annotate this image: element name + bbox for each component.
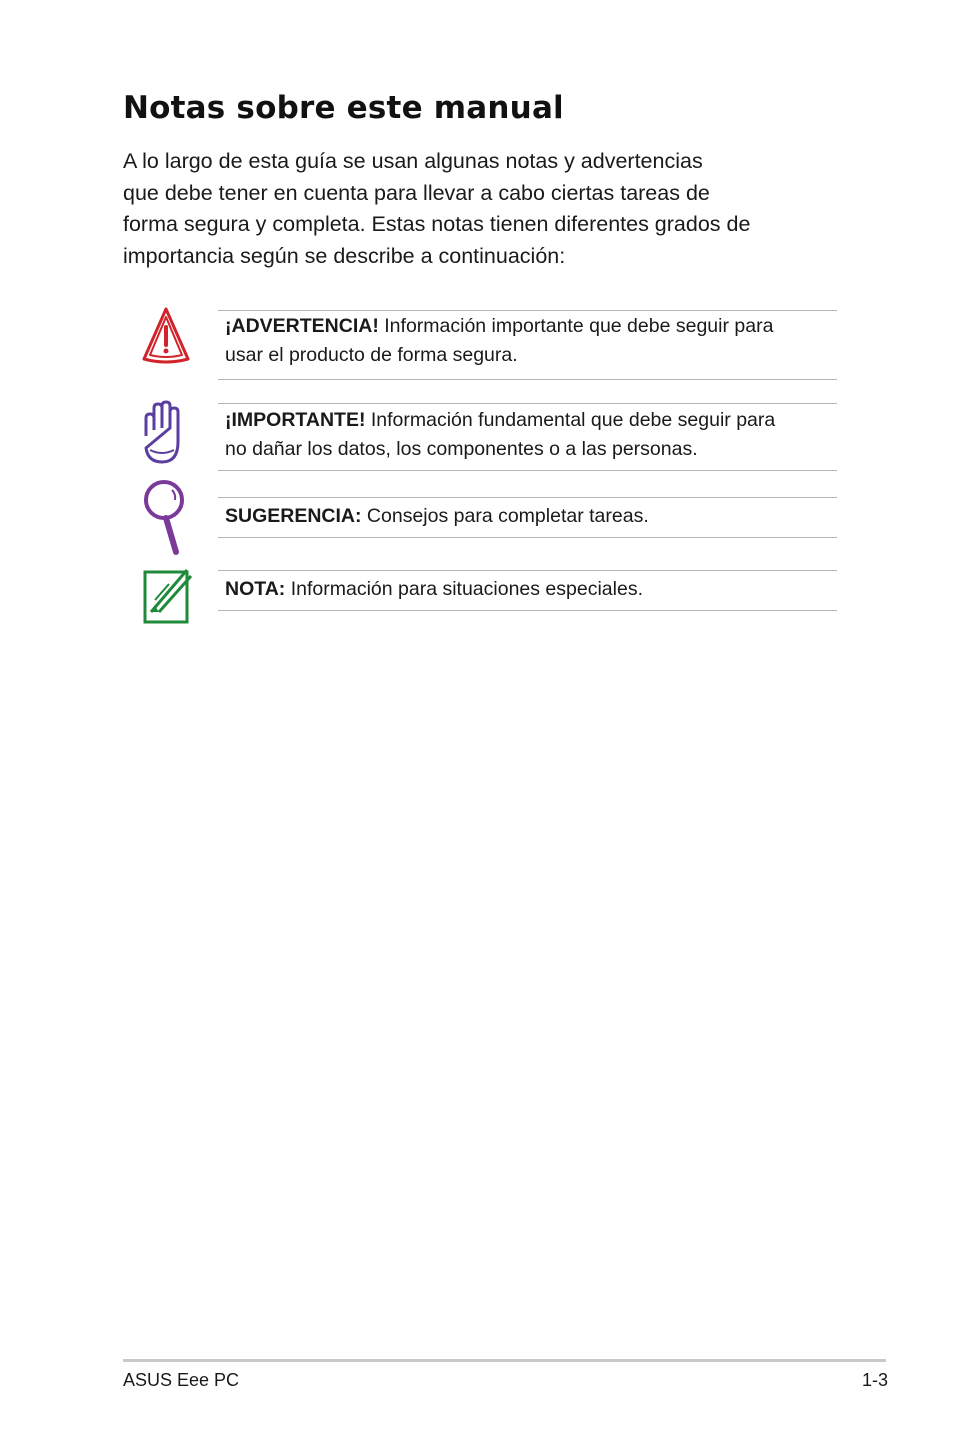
intro-paragraph (123, 146, 823, 272)
footer-product-name: ASUS Eee PC (123, 1370, 240, 1390)
warning-triangle-icon (140, 305, 192, 367)
note-note (218, 570, 837, 611)
page-number: 1-3 (862, 1370, 889, 1390)
note-text: no dañar los datos, los componentes o a las personas. (225, 438, 698, 460)
note-text: Consejos para completar tareas. (361, 505, 649, 527)
intro-line: importancia según se describe a continuación: (123, 243, 566, 268)
note-label: NOTA: (225, 578, 286, 600)
page-title: Notas sobre este manual (123, 90, 564, 126)
raised-hand-icon (140, 400, 188, 466)
note-important (218, 403, 837, 471)
note-label: ¡IMPORTANTE! (225, 409, 366, 431)
intro-line: A lo largo de esta guía se usan algunas notas y advertencias (123, 149, 703, 173)
note-text: usar el producto de forma segura. (225, 344, 518, 366)
note-text: Información fundamental que debe seguir para (365, 409, 776, 431)
intro-line: forma segura y completa. Estas notas tienen diferentes grados de (123, 212, 751, 236)
note-label: SUGERENCIA: (225, 505, 362, 527)
note-label: ¡ADVERTENCIA! (225, 315, 379, 337)
note-tip (218, 497, 837, 538)
note-text: Información para situaciones especiales. (285, 578, 643, 600)
note-pencil-icon (141, 562, 195, 624)
magnifier-icon (142, 478, 188, 558)
note-text: Información importante que debe seguir para (378, 315, 774, 337)
note-warning (218, 310, 837, 380)
footer-rule (123, 1359, 886, 1362)
intro-line: que debe tener en cuenta para llevar a cabo ciertas tareas de (123, 180, 710, 205)
